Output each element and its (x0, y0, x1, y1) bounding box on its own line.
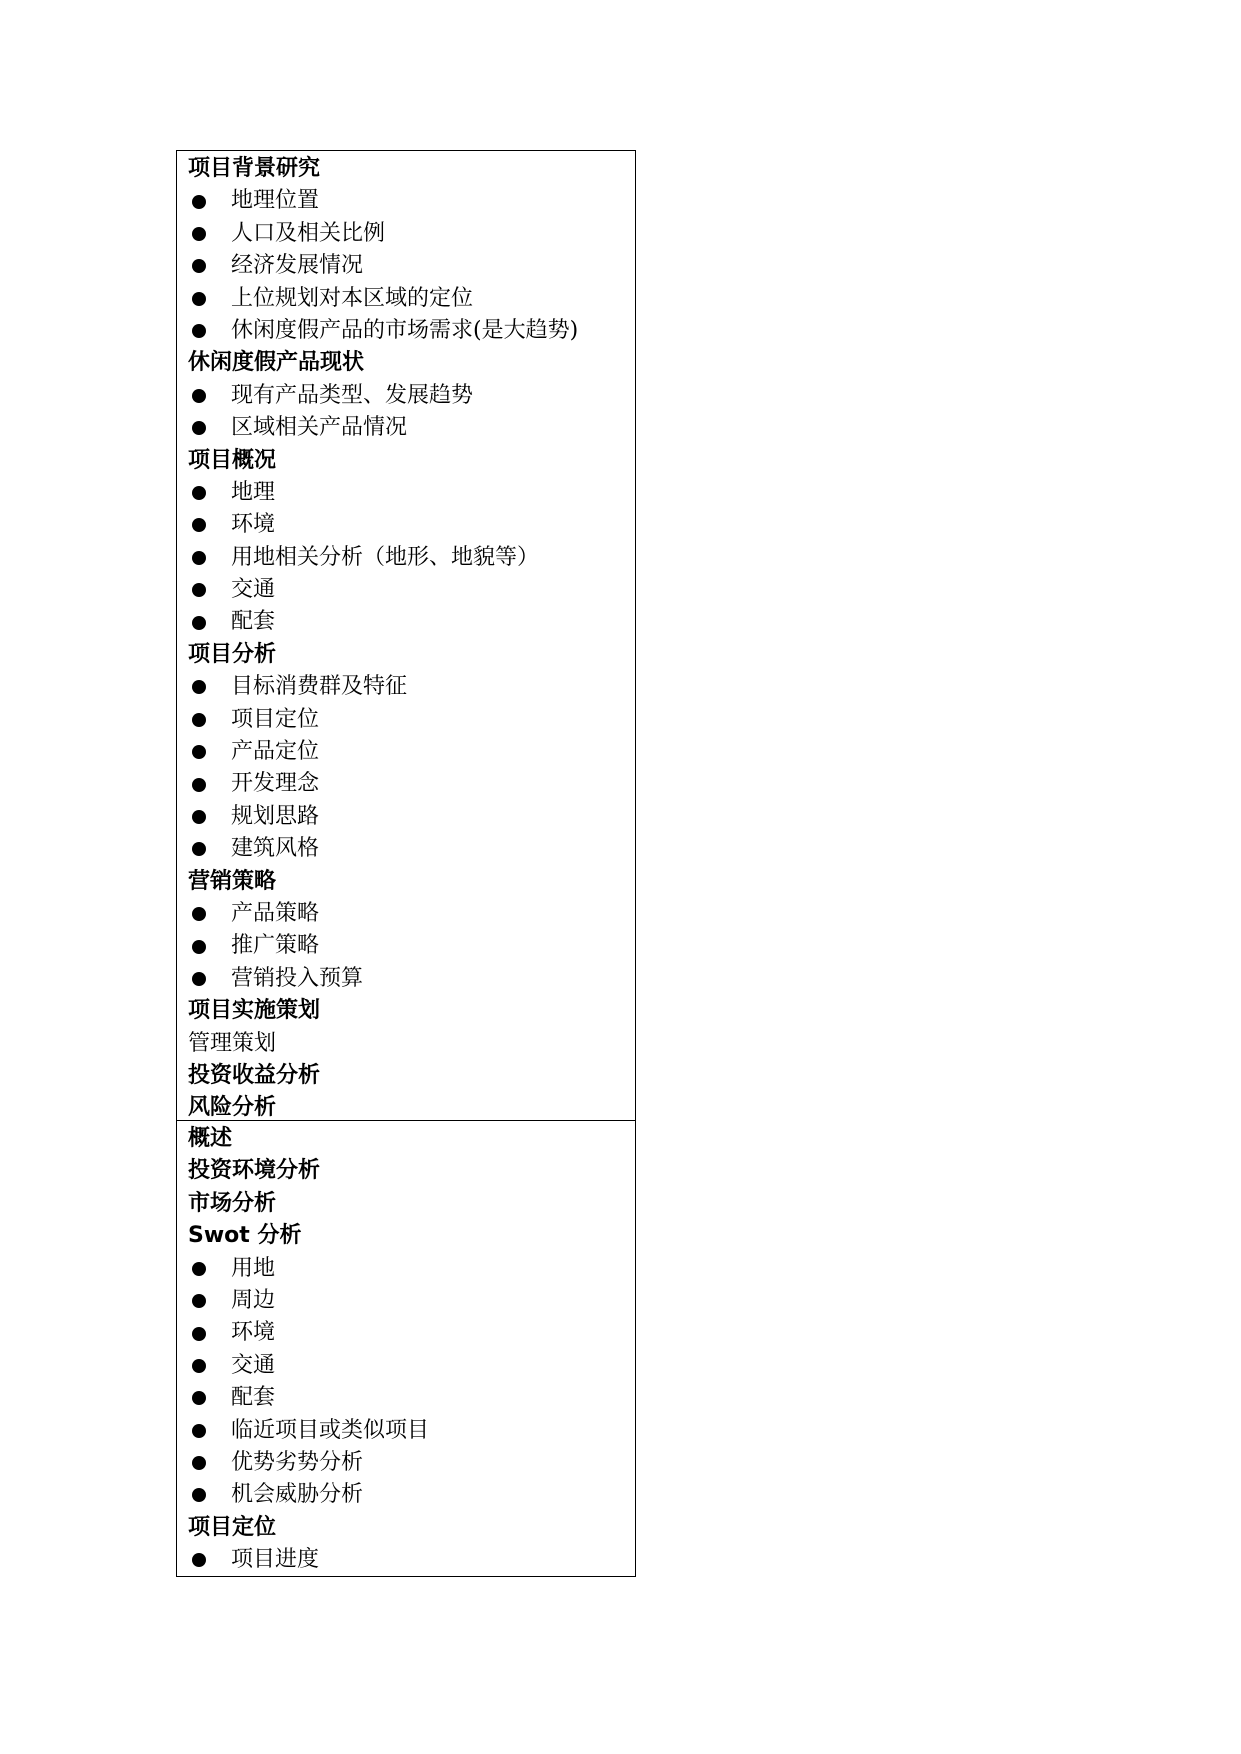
bullet-icon (192, 389, 206, 403)
bullet-icon (192, 907, 206, 921)
bullet-text: 交通 (231, 577, 276, 603)
bullet-item (188, 930, 635, 962)
bullet-icon (192, 1391, 206, 1405)
bullet-item (188, 768, 635, 800)
bullet-icon (192, 1553, 206, 1567)
bullet-item (188, 1285, 635, 1317)
bullet-icon (192, 421, 206, 435)
bullet-text: 开发理念 (231, 771, 320, 797)
bullet-text: 地理 (231, 479, 276, 505)
bullet-text: 经济发展情况 (231, 253, 364, 279)
bullet-text: 上位规划对本区域的定位 (231, 285, 474, 311)
plain-item: 管理策划 (188, 1030, 277, 1056)
bullet-icon (192, 1424, 206, 1438)
bullet-icon (192, 1359, 206, 1373)
section-heading: 投资收益分析 (188, 1062, 321, 1088)
bullet-item (188, 801, 635, 833)
bullet-text: 地理位置 (231, 188, 320, 214)
bullet-text: 配套 (231, 609, 276, 635)
section-heading: 市场分析 (188, 1190, 277, 1216)
bullet-text: 临近项目或类似项目 (231, 1417, 430, 1443)
bullet-icon (192, 778, 206, 792)
bullet-text: 建筑风格 (231, 836, 320, 862)
bullet-item (188, 380, 635, 412)
bullet-text: 营销投入预算 (231, 965, 364, 991)
bullet-text: 用地相关分析（地形、地貌等） (231, 544, 540, 570)
bullet-icon (192, 810, 206, 824)
bullet-text: 优势劣势分析 (231, 1449, 364, 1475)
bullet-text: 机会威胁分析 (231, 1482, 364, 1508)
bullet-text: 产品策略 (231, 900, 320, 926)
bullet-text: 用地 (231, 1255, 276, 1281)
section-heading: 概述 (188, 1126, 233, 1151)
bullet-item (188, 283, 635, 315)
bullet-text: 配套 (231, 1385, 276, 1411)
bullet-item (188, 898, 635, 930)
bullet-text: 交通 (231, 1352, 276, 1378)
section-heading: 项目概况 (188, 447, 277, 473)
bullet-item (188, 218, 635, 250)
bullet-icon (192, 486, 206, 500)
bullet-icon (192, 551, 206, 565)
bullet-text: 规划思路 (231, 803, 320, 829)
outline-table (176, 150, 636, 1577)
bullet-item (188, 509, 635, 541)
bullet-icon (192, 195, 206, 209)
bullet-text: 项目进度 (231, 1547, 320, 1573)
bullet-item (188, 833, 635, 865)
bullet-item (188, 1415, 635, 1447)
bullet-icon (192, 292, 206, 306)
bullet-icon (192, 1456, 206, 1470)
bullet-icon (192, 940, 206, 954)
section-heading: 项目分析 (188, 641, 277, 667)
bullet-text: 人口及相关比例 (231, 220, 386, 246)
bullet-item (188, 704, 635, 736)
bullet-text: 推广策略 (231, 933, 320, 959)
bullet-text: 项目定位 (231, 706, 320, 732)
bullet-item (188, 671, 635, 703)
bullet-item (188, 412, 635, 444)
bullet-item (188, 1350, 635, 1382)
bullet-item (188, 542, 635, 574)
bullet-item (188, 1479, 635, 1511)
section-heading: 项目定位 (188, 1514, 277, 1540)
bullet-icon (192, 324, 206, 338)
bullet-icon (192, 259, 206, 273)
bullet-icon (192, 972, 206, 986)
bullet-item (188, 315, 635, 347)
outline-section-1 (177, 151, 635, 1121)
bullet-text: 周边 (231, 1287, 276, 1313)
bullet-icon (192, 1488, 206, 1502)
bullet-icon (192, 745, 206, 759)
outline-section-2 (177, 1121, 635, 1576)
bullet-icon (192, 680, 206, 694)
bullet-item (188, 736, 635, 768)
bullet-text: 环境 (231, 1320, 276, 1346)
bullet-item (188, 185, 635, 217)
bullet-text: 产品定位 (231, 739, 320, 765)
section-heading: 休闲度假产品现状 (188, 350, 365, 376)
bullet-icon (192, 1294, 206, 1308)
bullet-item (188, 963, 635, 995)
bullet-text: 目标消费群及特征 (231, 674, 408, 700)
section-heading: Swot 分析 (188, 1223, 302, 1249)
bullet-icon (192, 583, 206, 597)
bullet-item (188, 1317, 635, 1349)
bullet-item (188, 574, 635, 606)
bullet-icon (192, 1262, 206, 1276)
section-heading: 风险分析 (188, 1095, 277, 1121)
bullet-icon (192, 227, 206, 241)
bullet-icon (192, 518, 206, 532)
section-heading: 投资环境分析 (188, 1158, 321, 1184)
bullet-icon (192, 1327, 206, 1341)
bullet-item (188, 477, 635, 509)
section-heading: 营销策略 (188, 868, 277, 894)
bullet-icon (192, 713, 206, 727)
bullet-text: 环境 (231, 512, 276, 538)
section-heading: 项目背景研究 (188, 156, 321, 181)
bullet-item (188, 1447, 635, 1479)
bullet-item (188, 606, 635, 638)
bullet-text: 现有产品类型、发展趋势 (231, 382, 474, 408)
bullet-icon (192, 616, 206, 630)
bullet-item (188, 1544, 635, 1576)
bullet-item (188, 1382, 635, 1414)
bullet-text: 区域相关产品情况 (231, 415, 408, 441)
section-heading: 项目实施策划 (188, 998, 321, 1024)
bullet-item (188, 1253, 635, 1285)
bullet-item (188, 250, 635, 282)
bullet-text: 休闲度假产品的市场需求(是大趋势) (231, 317, 579, 343)
bullet-icon (192, 842, 206, 856)
